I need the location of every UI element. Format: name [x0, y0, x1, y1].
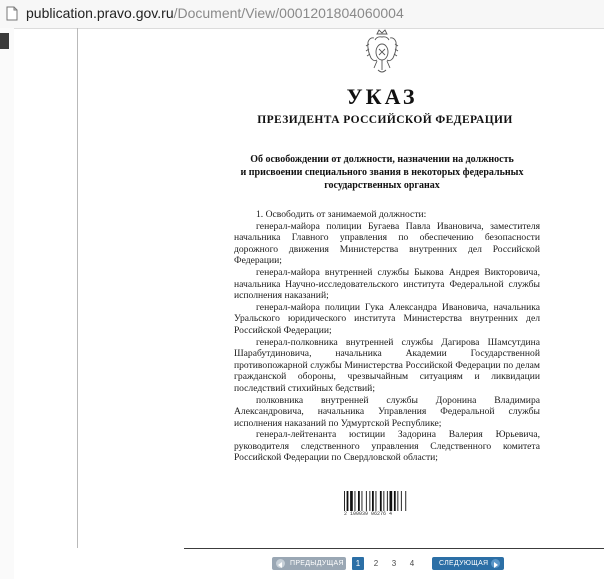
address-bar[interactable] — [0, 0, 604, 29]
url-text[interactable] — [26, 4, 404, 22]
subject-line: государственных органах — [324, 180, 440, 191]
left-gutter — [0, 28, 14, 579]
page-icon — [6, 6, 18, 21]
footer-divider — [184, 548, 604, 549]
previous-label: ПРЕДЫДУЩАЯ — [290, 560, 344, 567]
page-link-2[interactable]: 2 — [373, 559, 379, 568]
subject-line: и присвоении специального звания в некоторых федеральных — [240, 167, 524, 178]
previous-arrow-icon — [276, 559, 285, 568]
list-item: генерал-майора внутренней службы Быкова Андрея Викторовича, начальника Научно-исследовательского института Федеральной службы исполнения наказаний; — [234, 266, 540, 302]
page-link-4[interactable]: 4 — [409, 559, 415, 568]
pagination — [0, 557, 604, 573]
list-item: генерал-майора полиции Гука Александра Ивановича, начальника Уральского юридического института Министерства внутренних дел Российской Федерации; — [234, 301, 540, 336]
next-page-button[interactable] — [432, 557, 504, 570]
previous-page-button[interactable] — [272, 557, 346, 570]
page-link-3[interactable]: 3 — [391, 559, 397, 568]
list-item: генерал-майора полиции Бугаева Павла Ивановича, заместителя начальника Главного управления по обеспечению безопасности дорожного движения Министерства внутренних дел Российской Федерации; — [234, 220, 540, 267]
corner-marker — [0, 33, 9, 49]
list-item: генерал-лейтенанта юстиции Задорина Валерия Юрьевича, руководителя следственного управления Следственного комитета Российской Федерации по Свердловской области; — [234, 429, 540, 464]
document-body — [234, 209, 540, 464]
subject-line: Об освобождении от должности, назначении на должность — [250, 154, 514, 165]
document-subject — [226, 153, 538, 192]
next-arrow-icon — [491, 559, 500, 568]
page-link-1[interactable]: 1 — [352, 557, 364, 570]
section-heading: 1. Освободить от занимаемой должности: — [256, 209, 427, 220]
next-label: СЛЕДУЮЩАЯ — [439, 560, 489, 567]
url-path: /Document/View/0001201804060004 — [173, 5, 404, 21]
barcode-number: 2 100039 06276 4 — [344, 511, 393, 517]
list-item: генерал-полковника внутренней службы Дагирова Шамсутдина Шарабутдиновича, начальника Академии Государственной противопожарной службы Министерства Российской Федерации по делам гражданской обороны, чрезвычайным ситуациям и ликвидации последствий стихийных бедствий; — [234, 336, 540, 394]
list-item: полковника внутренней службы Доронина Владимира Александровича, начальника Управления Федеральной службы исполнения наказаний по Удмуртской Республике; — [234, 394, 540, 429]
page-edge-line — [77, 28, 78, 548]
coat-of-arms-icon — [365, 28, 399, 78]
document-issuer: ПРЕЗИДЕНТА РОССИЙСКОЙ ФЕДЕРАЦИИ — [257, 114, 513, 126]
document-title: УКАЗ — [346, 84, 418, 109]
url-host: publication.pravo.gov.ru — [26, 5, 174, 21]
